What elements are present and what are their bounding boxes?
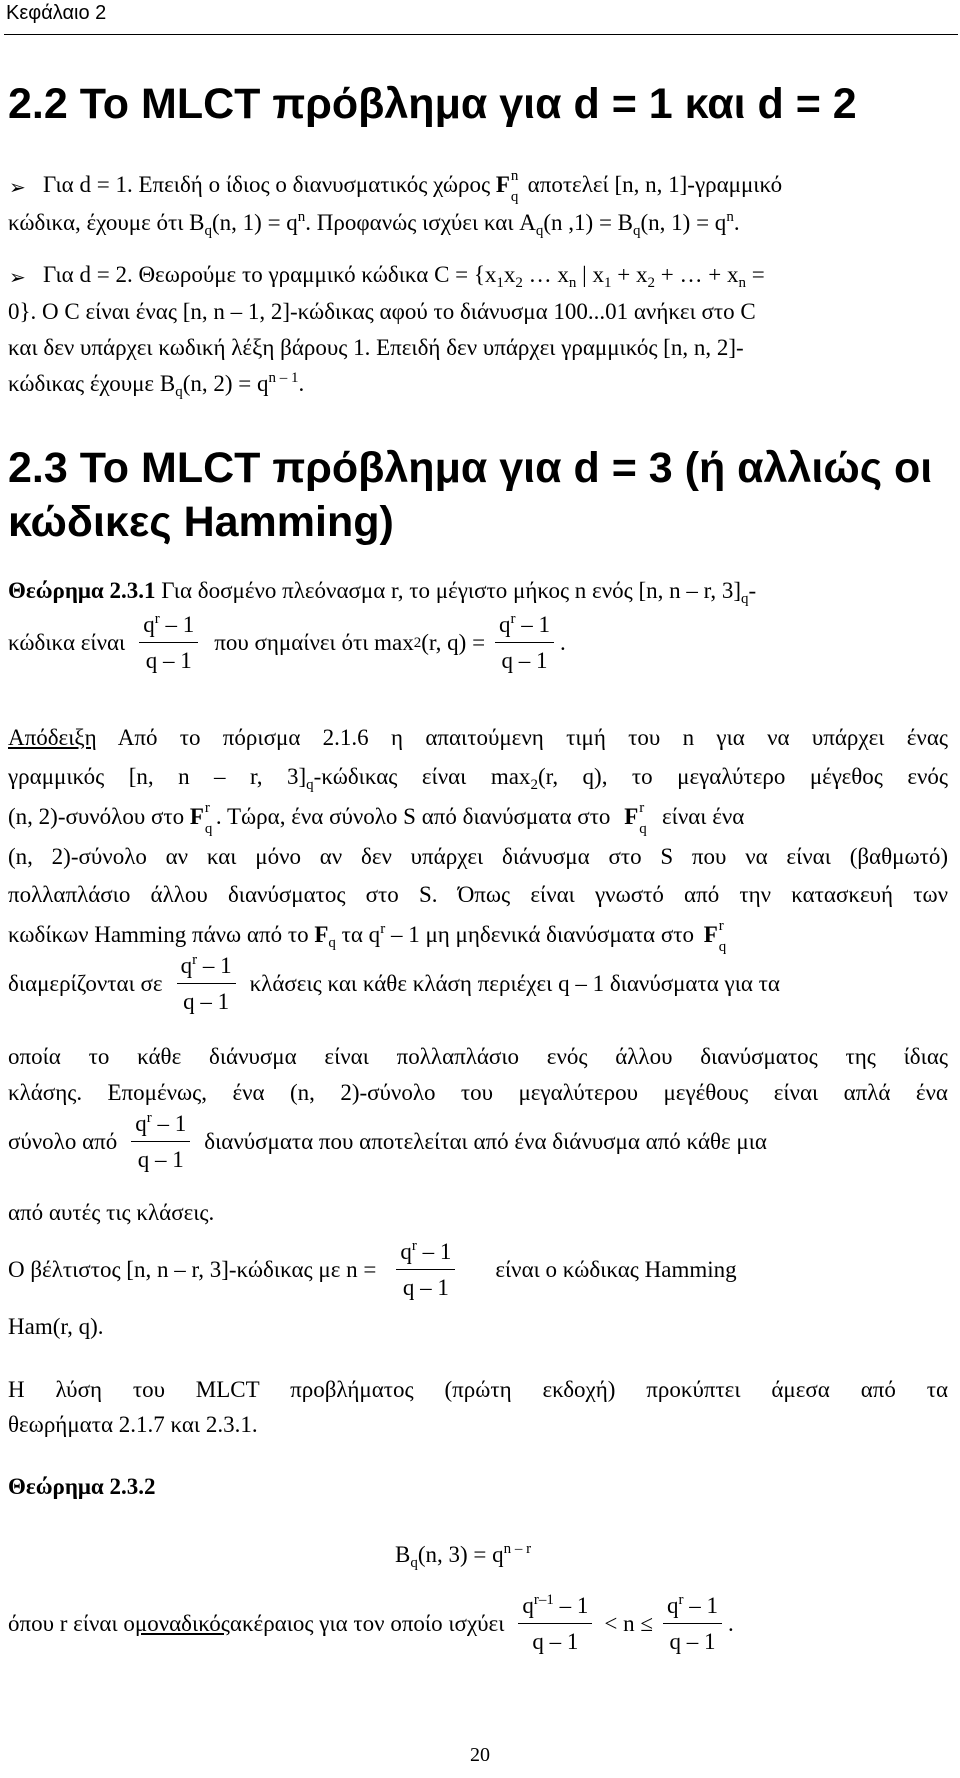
- theorem-2-3-1-line1: Θεώρημα 2.3.1 Για δοσμένο πλεόνασμα r, το μέγιστο μήκος n ενός [n, n – r, $3]_q-$: [8, 578, 757, 607]
- bullet2-line4: κώδικας έχουμε $B_q(n$, $2) = q^{n - 1}$.: [8, 370, 305, 400]
- bullet-arrow-icon: ➢: [9, 177, 26, 199]
- fraction: $\frac{q^r - 1}{q - 1}$: [495, 611, 554, 674]
- bullet1-line2: κώδικα, έχουμε ότι $B_q(n$, $1) = q^n$. Προφανώς ισχύει και $A_q(n$ $,1) = B_q(n$, $1) = q^n$.: [8, 209, 740, 239]
- bullet2-line3: και δεν υπάρχει κωδική λέξη βάρους 1. Επειδή δεν υπάρχει γραμμικός [n, n, 2]-: [8, 335, 744, 360]
- proof-label: Απόδειξη: [8, 725, 97, 750]
- hamming-line2: Ham(r, q).: [8, 1314, 104, 1339]
- fraction: $\frac{q^r - 1}{q - 1}$: [663, 1592, 722, 1655]
- proof-line3: (n, 2)-συνόλου στο F r q . Τώρα, ένα σύνολο S από διανύσματα στο F r q είναι ένα: [8, 800, 745, 837]
- underlined-word: μοναδικός: [134, 1610, 230, 1636]
- theorem-2-3-2-label: Θεώρημα 2.3.2: [8, 1474, 156, 1499]
- theorem-2-3-1-line2: κώδικα είναι $\frac{q^r - 1}{q - 1}$ που σημαίνει ότι max 2 (r, q) = $\frac{q^r - 1}{q - 1}$ .: [8, 611, 566, 673]
- proof-line2: γραμμικός [n, n – r, $3]_q$-κώδικας είναι $\max_2(r$, q), το μεγαλύτερο μέγεθος ενός: [8, 764, 949, 793]
- solution-line2: θεωρήματα 2.1.7 και 2.3.1.: [8, 1412, 258, 1437]
- proof-line7: διαμερίζονται σε $\frac{q^r - 1}{q - 1}$ κλάσεις και κάθε κλάση περιέχει q – 1 διανύσματα για τα: [8, 952, 780, 1014]
- proof-line9: κλάσης. Επομένως, ένα (n, 2)-σύνολο του μεγαλύτερου μεγέθους είναι απλά ένα: [8, 1080, 948, 1105]
- fraction: $\frac{q^r - 1}{q - 1}$: [139, 611, 198, 674]
- solution-line1: Η λύση του MLCT προβλήματος (πρώτη εκδοχή) προκύπτει άμεσα από τα: [8, 1377, 948, 1402]
- vector-space-F: F r q: [624, 800, 647, 837]
- proof-line10: σύνολο από $\frac{q^r - 1}{q - 1}$ διανύσματα που αποτελείται από ένα διάνυσμα από κάθε μια: [8, 1110, 767, 1172]
- theorem-2-3-2-equation: $B_q(n$, $3) = q^{n - r}$: [395, 1541, 532, 1571]
- bullet2-line1: Για d = 2. Θεωρούμε το γραμμικό κώδικα $C = \{x_1x_2$ … $x_n$ | $x_1 + x_2$ + … + $x_n$ =: [43, 262, 765, 291]
- fraction: $\frac{q^r - 1}{q - 1}$: [131, 1110, 190, 1173]
- hamming-line1: Ο βέλτιστος [n, n – r, 3]-κώδικας με n = $\frac{q^r - 1}{q - 1}$ είναι ο κώδικας Hamming: [8, 1238, 737, 1300]
- theorem-2-3-2-condition: όπου r είναι ο μοναδικός ακέραιος για τον οποίο ισχύει $\frac{q^{r-1} - 1}{q - 1}$ < n ≤ $\frac{q^r - 1}{q - 1}$ .: [8, 1592, 734, 1654]
- vector-space-F: F n q: [495, 168, 519, 205]
- bullet1-line1: Για d = 1. Επειδή ο ίδιος ο διανυσματικός χώρος F n q αποτελεί [n, n, 1]-γραμμικό: [43, 168, 783, 205]
- vector-space-F: F r q: [703, 918, 727, 955]
- proof-line8: οποία το κάθε διάνυσμα είναι πολλαπλάσιο ενός άλλου διανύσματος της ίδιας: [8, 1044, 948, 1069]
- fraction: $\frac{q^r - 1}{q - 1}$: [396, 1238, 455, 1301]
- section-heading-2-3-line2: κώδικες Hamming): [8, 498, 394, 546]
- proof-line1: Απόδειξη Από το πόρισμα 2.1.6 η απαιτούμενη τιμή του n για να υπάρχει ένας: [8, 725, 948, 750]
- section-heading-2-3-line1: 2.3 Το MLCT πρόβλημα για d = 3 (ή αλλιώς οι: [8, 444, 933, 492]
- header-rule: [4, 34, 958, 35]
- bullet2-line2: 0}. Ο C είναι ένας [n, n – 1, 2]-κώδικας αφού το διάνυσμα 100...01 ανήκει στο C: [8, 299, 756, 324]
- theorem-label: Θεώρημα 2.3.1: [8, 578, 156, 603]
- proof-line4: (n, 2)-σύνολο αν και μόνο αν δεν υπάρχει διάνυσμα στο S που να είναι (βαθμωτό): [8, 844, 948, 869]
- proof-line5: πολλαπλάσιο άλλου διανύσματος στο S. Όπως είναι γνωστό από την κατασκευή των: [8, 882, 948, 907]
- proof-line11: από αυτές τις κλάσεις.: [8, 1200, 215, 1225]
- fraction: $\frac{q^r - 1}{q - 1}$: [177, 952, 236, 1015]
- section-heading-2-2: 2.2 Το MLCT πρόβλημα για d = 1 και d = 2: [8, 80, 857, 128]
- vector-space-F: F r q: [189, 800, 213, 837]
- running-header: Κεφάλαιο 2: [6, 2, 107, 24]
- bullet-arrow-icon: ➢: [9, 267, 26, 289]
- fraction: $\frac{q^{r-1} - 1}{q - 1}$: [518, 1592, 592, 1655]
- proof-line6: κωδίκων Hamming πάνω από το $F_q$ τα $q^r - 1$ μη μηδενικά διανύσματα στο F r q: [8, 918, 727, 955]
- page-number: 20: [470, 1744, 490, 1766]
